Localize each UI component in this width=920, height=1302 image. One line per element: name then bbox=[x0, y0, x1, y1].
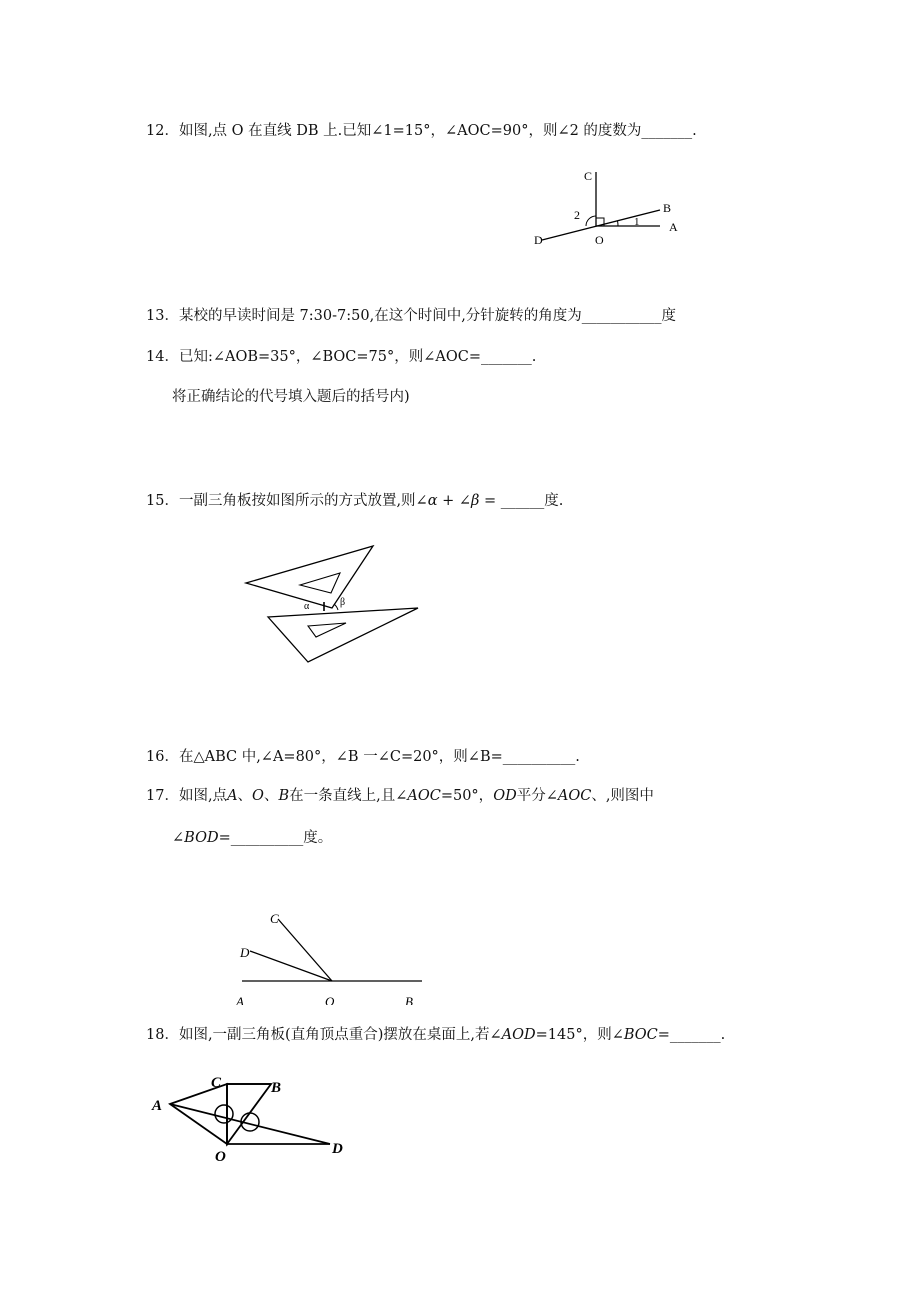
q17-text-d: 平分∠ bbox=[516, 788, 558, 804]
angle2-arc bbox=[586, 216, 596, 226]
hole-left bbox=[215, 1105, 233, 1123]
q15-plus: + ∠ bbox=[437, 493, 472, 509]
angle1-arc bbox=[618, 221, 619, 226]
q17-text-c: =50°， bbox=[440, 788, 494, 804]
q15-text-b: = ______度. bbox=[479, 493, 564, 509]
q12-text: 12．如图,点 O 在直线 DB 上.已知∠1=15°，∠AOC=90°，则∠2 的度数为_______. bbox=[146, 123, 697, 139]
q17-line2-b: =__________度。 bbox=[218, 830, 333, 846]
label-o: O bbox=[595, 233, 604, 247]
label-alpha: α bbox=[304, 601, 310, 612]
q17-text-e: 、,则图中 bbox=[591, 788, 654, 804]
q17-text-a: 17．如图,点 bbox=[146, 788, 228, 804]
q13-text: 13．某校的早读时间是 7:30-7:50,在这个时间中,分针旋转的角度为___________度 bbox=[146, 308, 677, 324]
label-c: C bbox=[584, 169, 593, 183]
q17-aoc2: AOC bbox=[557, 788, 592, 804]
q12-figure bbox=[520, 160, 700, 260]
q16-text: 16．在△ABC 中,∠A=80°，∠B 一∠C=20°，则∠B=__________. bbox=[146, 749, 580, 765]
q18-text-c: =_______. bbox=[657, 1027, 726, 1043]
q15-figure bbox=[238, 538, 428, 668]
label-a: A bbox=[152, 1098, 163, 1114]
label-angle2: 2 bbox=[574, 208, 580, 222]
q17-point-o: O bbox=[252, 788, 264, 804]
triangle-lower bbox=[268, 608, 418, 662]
triangle-lower-inner bbox=[308, 623, 346, 637]
label-d: D bbox=[240, 945, 250, 960]
label-angle1: 1 bbox=[634, 216, 640, 228]
q17-bod: BOD bbox=[184, 830, 219, 846]
triangle-aoc bbox=[170, 1084, 227, 1144]
q14-text: 14．已知:∠AOB=35°，∠BOC=75°，则∠AOC=_______. bbox=[146, 349, 537, 365]
q18-text-b: =145°，则∠ bbox=[535, 1027, 624, 1043]
q14-note: 将正确结论的代号填入题后的括号内) bbox=[172, 389, 410, 405]
q17-od: OD bbox=[493, 788, 517, 804]
triangle-upper-inner bbox=[300, 573, 340, 593]
q17-sep1: 、 bbox=[237, 788, 253, 804]
q15-alpha: α bbox=[427, 493, 438, 509]
q18-text-a: 18．如图,一副三角板(直角顶点重合)摆放在桌面上,若∠ bbox=[146, 1027, 502, 1043]
label-c: C bbox=[270, 911, 279, 926]
q18-aod: AOD bbox=[501, 1027, 536, 1043]
label-a: A bbox=[669, 220, 678, 234]
q17-text-line1 bbox=[146, 786, 654, 806]
side-ad bbox=[170, 1104, 330, 1144]
q17-line2-a: ∠ bbox=[172, 830, 185, 846]
label-d: D bbox=[534, 233, 543, 247]
q17-text-b: 在一条直线上,且∠ bbox=[289, 788, 408, 804]
q15-text-a: 15．一副三角板按如图所示的方式放置,则∠ bbox=[146, 493, 428, 509]
label-o: O bbox=[325, 994, 335, 1005]
label-d: D bbox=[332, 1141, 343, 1157]
q15-text bbox=[146, 491, 563, 511]
label-b: B bbox=[663, 201, 672, 215]
label-beta: β bbox=[340, 597, 346, 608]
triangle-upper bbox=[246, 546, 373, 608]
q17-aoc: AOC bbox=[407, 788, 441, 804]
label-b: B bbox=[271, 1080, 282, 1096]
q17-point-a: A bbox=[227, 788, 238, 804]
q17-text-line2 bbox=[172, 828, 332, 848]
q17-sep2: 、 bbox=[263, 788, 279, 804]
q15-beta: β bbox=[471, 493, 480, 509]
beta-arc bbox=[334, 604, 338, 610]
q18-text bbox=[146, 1025, 725, 1045]
q17-figure bbox=[228, 905, 433, 1005]
q18-boc: BOC bbox=[623, 1027, 658, 1043]
q17-point-b: B bbox=[278, 788, 290, 804]
q18-figure bbox=[145, 1068, 355, 1168]
label-a: A bbox=[236, 994, 244, 1005]
label-o: O bbox=[215, 1149, 226, 1165]
label-c: C bbox=[211, 1075, 222, 1091]
label-b: B bbox=[405, 994, 413, 1005]
